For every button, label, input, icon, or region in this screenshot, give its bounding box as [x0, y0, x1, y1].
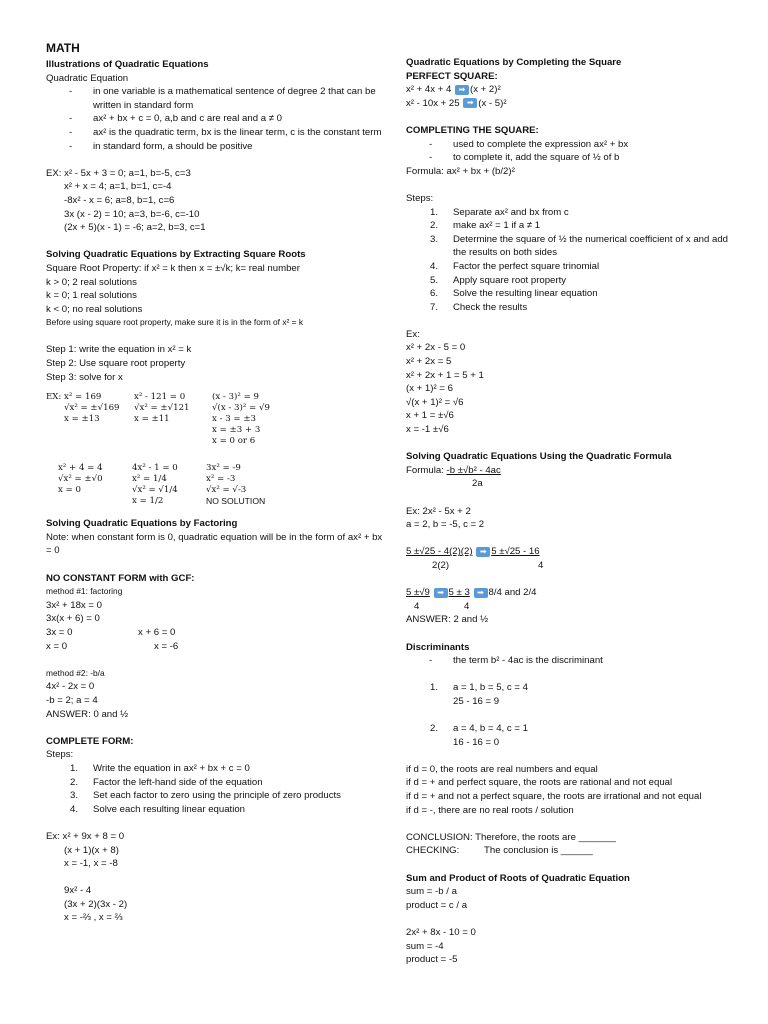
arrow-right-icon: ➡ — [476, 547, 490, 557]
example-line: -8x² - x = 6; a=8, b=1, c=6 — [64, 194, 175, 206]
list-item: - in one variable is a mathematical sentence of degree 2 that can be written in standard form — [69, 86, 376, 111]
list-item: 3. Set each factor to zero using the principle of zero products — [70, 790, 341, 802]
perfect-square-heading: PERFECT SQUARE: — [406, 70, 498, 82]
list-item: 2. Factor the left-hand side of the equation — [70, 776, 263, 788]
example-line: x² + 2x = 5 — [406, 356, 452, 368]
square-roots-heading: Solving Quadratic Equations by Extracting Square Roots — [46, 249, 306, 261]
list-item: 1. Separate ax² and bx from c — [430, 206, 569, 218]
perfect-square-line: x² - 10x + 25 ➡ (x - 5)² — [406, 97, 507, 109]
example-line: (x + 1)(x + 8) — [64, 844, 119, 856]
example-line: Ex: — [406, 328, 420, 340]
sqrt-line: Square Root Property: if x² = k then x = ±√k; k= real number — [46, 262, 300, 274]
step-line: Step 3: solve for x — [46, 371, 123, 383]
list-item: 3. Determine the square of ½ the numerical coefficient of x and add the results on both sides — [430, 233, 729, 259]
discriminant-rule: if d = -, there are no real roots / solution — [406, 804, 574, 816]
steps-label: Steps: — [46, 749, 74, 761]
list-item: - to complete it, add the square of ½ of b — [429, 152, 620, 164]
list-item: 6. Solve the resulting linear equation — [430, 288, 598, 300]
example-line: x = -1 ±√6 — [406, 424, 449, 436]
sqrt-line: k = 0; 1 real solutions — [46, 290, 137, 302]
method-line: -b = 2; a = 4 — [46, 694, 98, 706]
step-line: Step 2: Use square root property — [46, 358, 186, 370]
list-item-detail: 16 - 16 = 0 — [453, 736, 500, 748]
sum-line: product = c / a — [406, 899, 468, 911]
perfect-square-line: x² + 4x + 4 ➡ (x + 2)² — [406, 84, 501, 96]
discriminant-rule: if d = + and not a perfect square, the roots are irrational and not equal — [406, 791, 702, 803]
checking-line: CHECKING: The conclusion is ______ — [406, 845, 593, 857]
list-item: - used to complete the expression ax² + bx — [429, 138, 629, 150]
qf-step-1: 5 ±√25 - 4(2)(2) ➡ 5 ±√25 - 16 — [406, 546, 540, 558]
factoring-note: Note: when constant form is 0, quadratic equation will be in the form of ax² + bx = 0 — [46, 531, 383, 557]
method-pair: x = 0 x = -6 — [46, 640, 179, 652]
discriminant-rule: if d = + and perfect square, the roots are rational and not equal — [406, 777, 673, 789]
right-column — [406, 56, 736, 967]
examples-block — [46, 167, 386, 235]
worked-example: 4x² - 1 = 0 x² = 1/4 √x² = √1/4 x = 1/2 — [132, 463, 178, 507]
example-line: 9x² - 4 — [64, 885, 92, 897]
list-item: 4. Factor the perfect square trinomial — [430, 260, 600, 272]
steps-label: Steps: — [406, 192, 434, 204]
list-item: 2. make ax² = 1 if a ≠ 1 — [430, 220, 541, 232]
list-item-detail: 25 - 16 = 9 — [453, 695, 500, 707]
example-line: Ex: x² + 9x + 8 = 0 — [46, 830, 125, 842]
list-item: 5. Apply square root property — [430, 274, 567, 286]
illustrations-heading: Illustrations of Quadratic Equations — [46, 59, 209, 70]
list-item: 7. Check the results — [430, 301, 528, 313]
example-line: sum = -4 — [406, 940, 444, 952]
method-pair: 3x = 0 x + 6 = 0 — [46, 627, 176, 638]
factoring-heading: Solving Quadratic Equations by Factoring — [46, 518, 238, 530]
sum-line: sum = -b / a — [406, 886, 457, 898]
example-line: x² + 2x + 1 = 5 + 1 — [406, 369, 484, 381]
qf-step-1-den: 2(2) 4 — [432, 559, 544, 571]
list-item: - ax² + bx + c = 0, a,b and c are real and a ≠ 0 — [69, 113, 282, 125]
qf-answer: ANSWER: 2 and ½ — [406, 614, 489, 626]
example-line: √(x + 1)² = √6 — [406, 396, 464, 408]
example-line: x = -⅔ , x = ⅔ — [64, 912, 123, 924]
qf-denominator: 2a — [472, 478, 483, 490]
sqrt-line: k < 0; no real solutions — [46, 303, 143, 315]
list-item: 1. a = 1, b = 5, c = 4 — [430, 682, 528, 694]
qf-step-2: 5 ±√9 ➡ 5 ± 3 ➡ 8/4 and 2/4 — [406, 587, 537, 599]
arrow-right-icon: ➡ — [474, 588, 488, 598]
gcf-heading: NO CONSTANT FORM with GCF: — [46, 572, 195, 584]
example-line: x² + 2x - 5 = 0 — [406, 342, 466, 354]
list-item: - ax² is the quadratic term, bx is the linear term, c is the constant term — [69, 126, 382, 138]
definition-list — [46, 85, 386, 153]
example-line: Ex: 2x² - 5x + 2 — [406, 505, 471, 517]
worked-example: (x - 3)² = 9 √(x - 3)² = √9 x - 3 = ±3 x = ±3 + 3 x = 0 or 6 — [212, 392, 270, 447]
list-item: 4. Solve each resulting linear equation — [70, 803, 246, 815]
method-line: ANSWER: 0 and ½ — [46, 708, 129, 720]
method-1-label: method #1: factoring — [46, 586, 123, 597]
example-line: (3x + 2)(3x - 2) — [64, 898, 128, 910]
method-line: 3x² + 18x = 0 — [46, 599, 102, 611]
discriminants-heading: Discriminants — [406, 641, 470, 653]
arrow-right-icon: ➡ — [434, 588, 448, 598]
sum-product-heading: Sum and Product of Roots of Quadratic Equation — [406, 872, 630, 884]
worked-example: x² - 121 = 0 √x² = ±√121 x = ±11 — [134, 392, 190, 425]
sqrt-examples-row-2 — [46, 463, 386, 507]
example-line: x + 1 = ±√6 — [406, 410, 454, 422]
worked-example: 3x² = -9 x² = -3 √x² = √-3 NO SOLUTION — [206, 463, 266, 507]
example-line: product = -5 — [406, 954, 458, 966]
example-line: (2x + 5)(x - 1) = -6; a=2, b=3, c=1 — [64, 222, 206, 234]
worked-example: EX: x² = 169 √x² = ±√169 x = ±13 — [46, 392, 120, 425]
conclusion-line: CONCLUSION: Therefore, the roots are _______ — [406, 831, 616, 843]
sqrt-examples-row-1 — [46, 392, 386, 447]
example-line: a = 2, b = -5, c = 2 — [406, 519, 485, 531]
qf-numerator: -b ±√b² - 4ac — [446, 464, 501, 476]
arrow-right-icon: ➡ — [455, 85, 469, 95]
quadratic-formula-heading: Solving Quadratic Equations Using the Quadratic Formula — [406, 451, 672, 463]
qf-step-2-den: 4 4 — [414, 600, 470, 612]
completing-square-heading: Quadratic Equations by Completing the Square — [406, 57, 622, 68]
arrow-right-icon: ➡ — [463, 98, 477, 108]
formula-line: Formula: ax² + bx + (b/2)² — [406, 165, 515, 177]
quadratic-equation-label: Quadratic Equation — [46, 72, 129, 84]
completing-square-subheading: COMPLETING THE SQUARE: — [406, 124, 539, 136]
method-line: 3x(x + 6) = 0 — [46, 613, 100, 625]
complete-form-heading: COMPLETE FORM: — [46, 735, 134, 747]
example-line: 2x² + 8x - 10 = 0 — [406, 927, 476, 938]
left-column — [46, 40, 386, 925]
method-line: 4x² - 2x = 0 — [46, 681, 95, 693]
method-2-label: method #2: -b/a — [46, 667, 105, 678]
qf-formula: Formula: -b ±√b² - 4ac — [406, 464, 501, 476]
sqrt-note: Before using square root property, make sure it is in the form of x² = k — [46, 317, 304, 328]
example-line: 3x (x - 2) = 10; a=3, b=-6, c=-10 — [64, 208, 200, 220]
example-line: EX: x² - 5x + 3 = 0; a=1, b=-5, c=3 — [46, 167, 191, 179]
list-item: 2. a = 4, b = 4, c = 1 — [430, 723, 528, 735]
example-line: x² + x = 4; a=1, b=1, c=-4 — [64, 181, 172, 193]
list-item: 1. Write the equation in ax² + bx + c = 0 — [70, 762, 250, 774]
page-title: MATH — [46, 41, 80, 55]
list-item: - the term b² - 4ac is the discriminant — [429, 655, 603, 667]
worked-example: x² + 4 = 4 √x² = ±√0 x = 0 — [58, 463, 103, 496]
discriminant-rule: if d = 0, the roots are real numbers and equal — [406, 763, 598, 775]
sqrt-line: k > 0; 2 real solutions — [46, 276, 137, 288]
example-line: x = -1, x = -8 — [64, 858, 118, 870]
list-item: - in standard form, a should be positive — [69, 140, 253, 152]
example-line: (x + 1)² = 6 — [406, 383, 453, 395]
step-line: Step 1: write the equation in x² = k — [46, 344, 192, 356]
